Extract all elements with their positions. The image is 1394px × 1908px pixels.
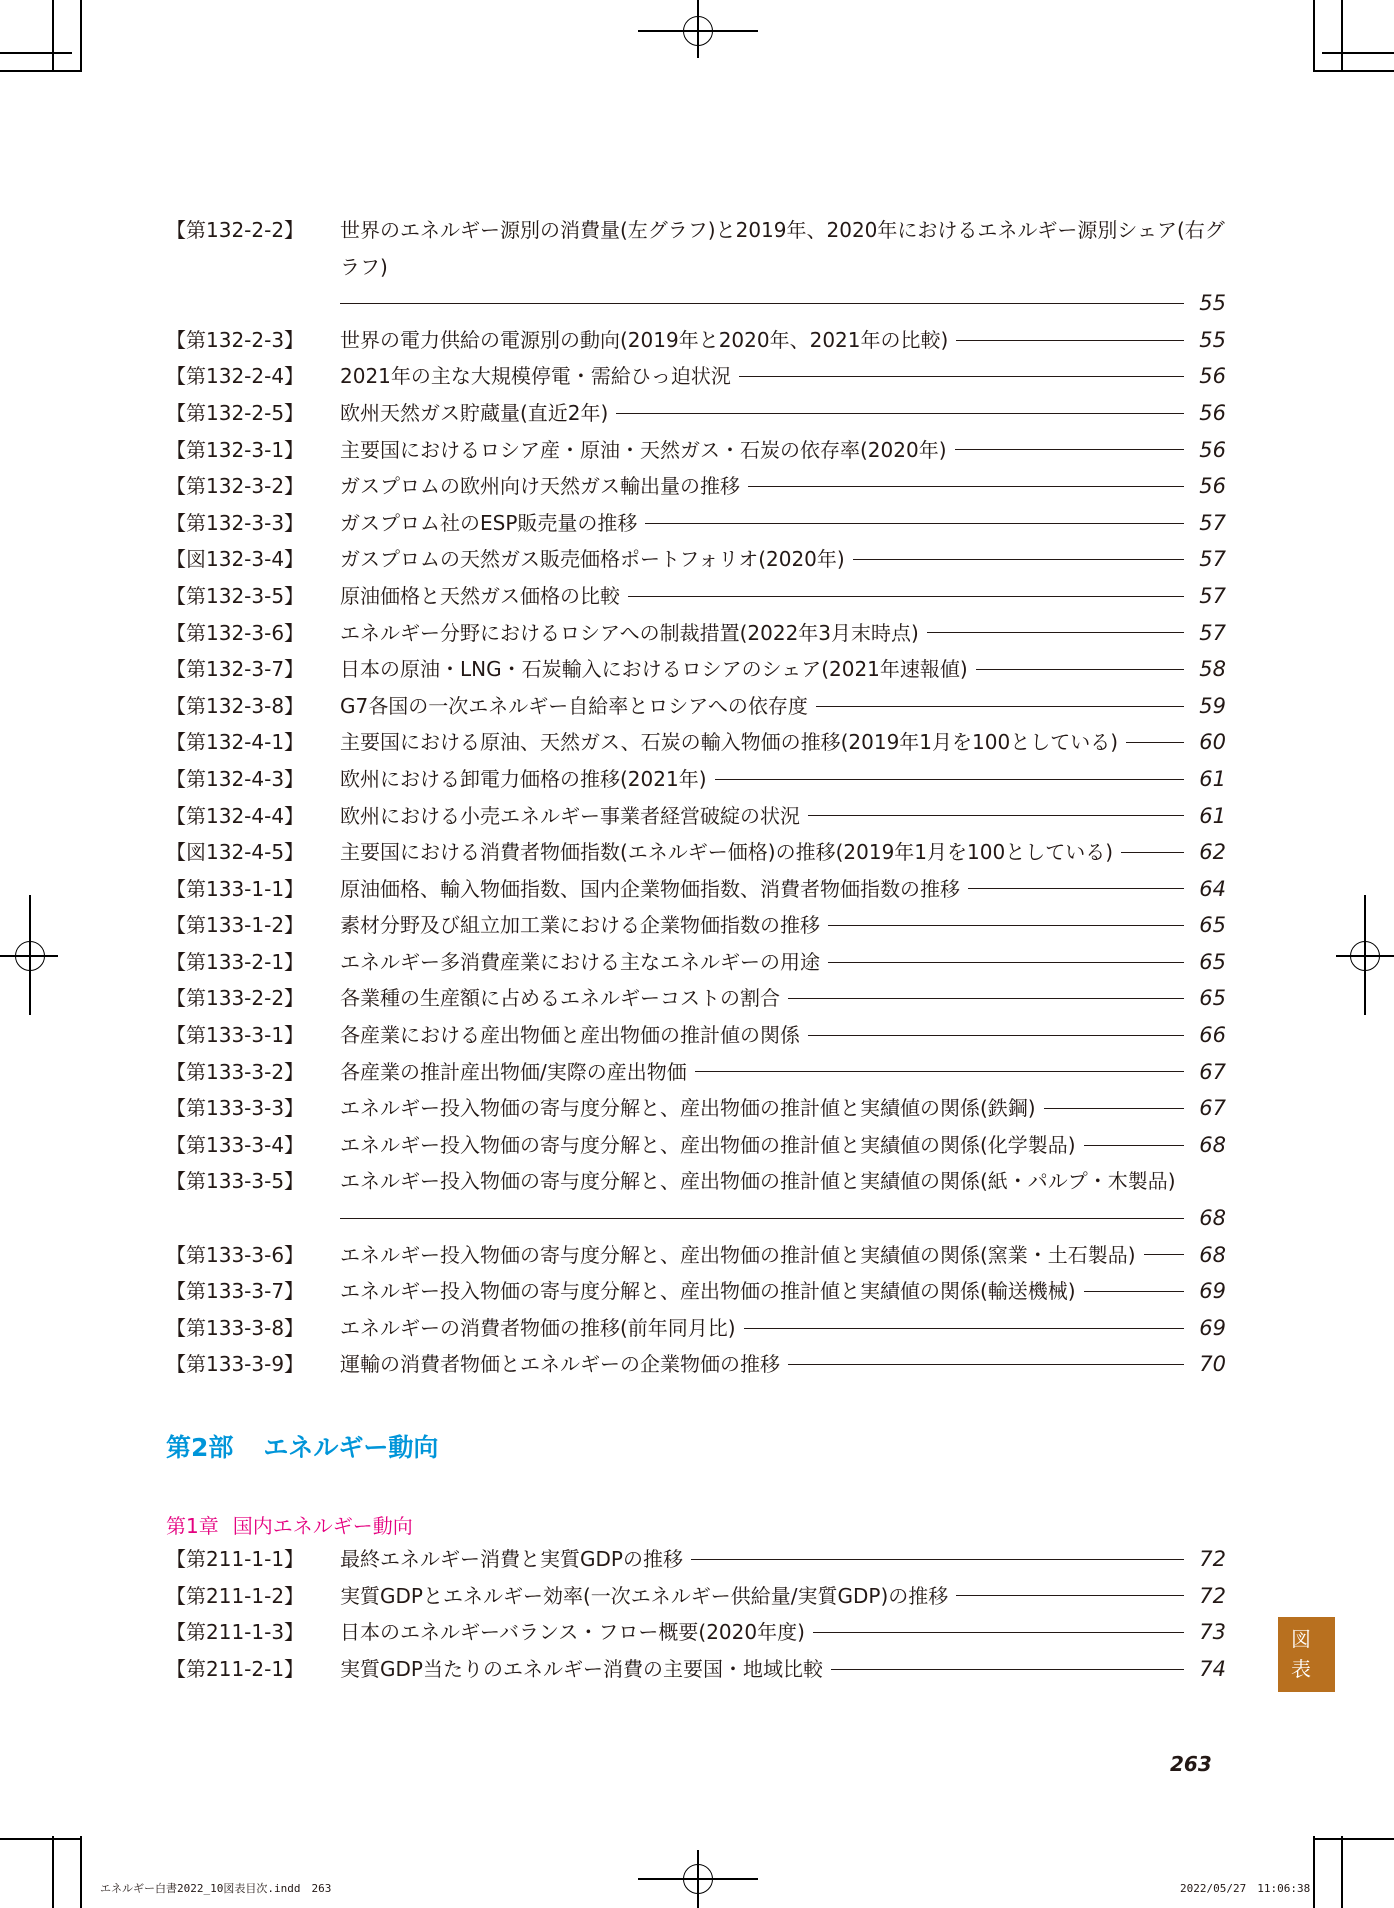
leader-line — [831, 1669, 1184, 1670]
entry-page: 62 — [1199, 840, 1226, 865]
entry-code: 【第132-4-1】 — [166, 730, 305, 755]
entry-page: 56 — [1199, 437, 1226, 462]
entry-title: エネルギー投入物価の寄与度分解と、産出物価の推計値と実績値の関係(窯業・土石製品) — [340, 1242, 1136, 1267]
entry-code: 【第133-3-4】 — [166, 1132, 305, 1157]
entry-page: 74 — [1199, 1656, 1226, 1681]
leader-line — [691, 1559, 1184, 1560]
entry-page: 61 — [1199, 803, 1226, 828]
entry-title: 日本のエネルギーバランス・フロー概要(2020年度) — [340, 1620, 805, 1645]
entry-page: 55 — [1199, 327, 1226, 352]
leader-line — [1126, 742, 1184, 743]
entry-code: 【第211-1-2】 — [166, 1583, 305, 1608]
entry-code: 【第211-2-1】 — [166, 1656, 305, 1681]
leader-line — [976, 669, 1184, 670]
section-tab-line1: 図 — [1291, 1627, 1311, 1651]
toc-entry — [166, 980, 1226, 1017]
entry-code: 【第132-3-2】 — [166, 474, 305, 499]
entry-title: エネルギー投入物価の寄与度分解と、産出物価の推計値と実績値の関係(輸送機械) — [340, 1279, 1076, 1304]
entry-page: 56 — [1199, 364, 1226, 389]
entry-page: 65 — [1199, 949, 1226, 974]
leader-line — [968, 888, 1184, 889]
entry-title: エネルギー多消費産業における主なエネルギーの用途 — [340, 949, 820, 974]
leader-line — [828, 962, 1184, 963]
entry-page: 69 — [1199, 1279, 1226, 1304]
leader-line — [955, 449, 1184, 450]
entry-title: 主要国における消費者物価指数(エネルギー価格)の推移(2019年1月を100としている) — [340, 840, 1114, 865]
entry-title: ガスプロム社のESP販売量の推移 — [340, 510, 638, 535]
entry-title: 欧州における小売エネルギー事業者経営破綻の状況 — [340, 803, 800, 828]
entry-title: 実質GDPとエネルギー効率(一次エネルギー供給量/実質GDP)の推移 — [340, 1583, 949, 1608]
entry-code: 【第133-3-9】 — [166, 1352, 305, 1377]
entry-code: 【第133-3-1】 — [166, 1023, 305, 1048]
entry-title: エネルギー投入物価の寄与度分解と、産出物価の推計値と実績値の関係(紙・パルプ・木製品) — [340, 1169, 1176, 1194]
leader-line — [744, 1328, 1184, 1329]
entry-title: 実質GDP当たりのエネルギー消費の主要国・地域比較 — [340, 1656, 823, 1681]
toc-entry — [166, 688, 1226, 725]
entry-title: 欧州天然ガス貯蔵量(直近2年) — [340, 400, 609, 425]
toc-entry — [166, 322, 1226, 359]
section-tab — [1278, 1617, 1335, 1692]
entry-title: 最終エネルギー消費と実質GDPの推移 — [340, 1547, 683, 1571]
leader-line — [645, 523, 1184, 524]
entry-code: 【第133-1-2】 — [166, 913, 305, 938]
leader-line — [927, 632, 1184, 633]
toc-entry — [166, 1054, 1226, 1091]
entry-code: 【第211-1-1】 — [166, 1547, 305, 1571]
toc-entry — [166, 871, 1226, 908]
entry-page: 57 — [1199, 583, 1226, 608]
entry-page: 60 — [1199, 730, 1226, 755]
entry-title: 世界のエネルギー源別の消費量(左グラフ)と2019年、2020年におけるエネルギー源別シェア(右グラフ) — [340, 218, 1225, 279]
entry-page: 64 — [1199, 876, 1226, 901]
page-number: 263 — [1170, 1752, 1212, 1776]
entry-title: 運輸の消費者物価とエネルギーの企業物価の推移 — [340, 1352, 780, 1377]
entry-code: 【第211-1-3】 — [166, 1620, 305, 1645]
entry-page: 65 — [1199, 913, 1226, 938]
leader-line — [788, 998, 1184, 999]
entry-code: 【第133-3-3】 — [166, 1096, 305, 1121]
toc-entry — [166, 1273, 1226, 1310]
entry-title: 各業種の生産額に占めるエネルギーコストの割合 — [340, 986, 780, 1011]
entry-title: G7各国の一次エネルギー自給率とロシアへの依存度 — [340, 693, 808, 718]
entry-code: 【第132-2-2】 — [166, 218, 305, 242]
entry-page: 69 — [1199, 1315, 1226, 1340]
entry-page: 70 — [1199, 1352, 1226, 1377]
entry-code: 【第133-2-2】 — [166, 986, 305, 1011]
entry-code: 【第133-3-5】 — [166, 1169, 305, 1194]
entry-code: 【第132-2-5】 — [166, 400, 305, 425]
entry-page: 61 — [1199, 766, 1226, 791]
section-tab-line2: 表 — [1291, 1657, 1311, 1681]
slug-file: エネルギー白書2022_10図表目次.indd 263 — [100, 1882, 332, 1895]
entry-title: エネルギー分野におけるロシアへの制裁措置(2022年3月末時点) — [340, 620, 919, 645]
entry-code: 【第133-3-6】 — [166, 1242, 305, 1267]
leader-line — [853, 559, 1184, 560]
entry-title: エネルギー投入物価の寄与度分解と、産出物価の推計値と実績値の関係(鉄鋼) — [340, 1096, 1036, 1121]
toc-entry — [166, 1017, 1226, 1054]
leader-line — [828, 925, 1184, 926]
entry-code: 【第132-3-3】 — [166, 510, 305, 535]
toc-entry — [166, 761, 1226, 798]
entry-title: エネルギーの消費者物価の推移(前年同月比) — [340, 1315, 736, 1340]
entry-code: 【第133-3-7】 — [166, 1279, 305, 1304]
entry-page: 67 — [1199, 1096, 1226, 1121]
entry-code: 【第132-2-4】 — [166, 364, 305, 389]
toc-entry — [166, 1127, 1226, 1164]
entry-code: 【第132-3-8】 — [166, 693, 305, 718]
leader-line — [628, 596, 1184, 597]
chapter-title: 国内エネルギー動向 — [232, 1514, 413, 1538]
toc-entry — [166, 1237, 1226, 1274]
entry-title: 素材分野及び組立加工業における企業物価指数の推移 — [340, 913, 820, 938]
toc-entry — [166, 1651, 1226, 1688]
figure-list-part2 — [166, 1541, 1226, 1687]
entry-title: 欧州における卸電力価格の推移(2021年) — [340, 766, 707, 791]
leader-line — [956, 1595, 1184, 1596]
toc-entry — [166, 395, 1226, 432]
leader-line — [816, 706, 1184, 707]
toc-entry — [166, 1578, 1226, 1615]
toc-entry — [166, 578, 1226, 615]
leader-line — [808, 815, 1184, 816]
toc-entry — [166, 907, 1226, 944]
leader-line — [340, 1218, 1184, 1219]
entry-title: 主要国におけるロシア産・原油・天然ガス・石炭の依存率(2020年) — [340, 437, 947, 462]
leader-line — [739, 376, 1184, 377]
entry-code: 【図132-4-5】 — [166, 840, 305, 865]
entry-page: 55 — [1199, 291, 1226, 316]
leader-line — [788, 1364, 1184, 1365]
entry-title: ガスプロムの天然ガス販売価格ポートフォリオ(2020年) — [340, 547, 845, 572]
leader-line — [1084, 1145, 1184, 1146]
part-heading — [166, 1430, 1226, 1466]
entry-title: 原油価格、輸入物価指数、国内企業物価指数、消費者物価指数の推移 — [340, 876, 960, 901]
toc-entry — [166, 1614, 1226, 1651]
entry-page: 73 — [1199, 1620, 1226, 1645]
toc-entry — [166, 505, 1226, 542]
entry-page: 57 — [1199, 547, 1226, 572]
entry-code: 【第133-3-8】 — [166, 1315, 305, 1340]
chapter-number: 第1章 — [166, 1514, 219, 1538]
entry-page: 65 — [1199, 986, 1226, 1011]
leader-line — [695, 1071, 1184, 1072]
entry-code: 【第132-2-3】 — [166, 327, 305, 352]
entry-title: エネルギー投入物価の寄与度分解と、産出物価の推計値と実績値の関係(化学製品) — [340, 1132, 1076, 1157]
entry-page: 72 — [1199, 1583, 1226, 1608]
leader-line — [340, 303, 1184, 304]
entry-title: 2021年の主な大規模停電・需給ひっ迫状況 — [340, 364, 731, 389]
toc-entry — [166, 615, 1226, 652]
entry-page: 57 — [1199, 620, 1226, 645]
entry-code: 【第133-1-1】 — [166, 876, 305, 901]
leader-line — [748, 486, 1184, 487]
slug-datetime: 2022/05/27 11:06:38 — [1180, 1882, 1311, 1895]
part-title: エネルギー動向 — [263, 1433, 439, 1462]
entry-title: 主要国における原油、天然ガス、石炭の輸入物価の推移(2019年1月を100としている) — [340, 730, 1119, 755]
toc-entry — [166, 651, 1226, 688]
entry-code: 【第132-4-3】 — [166, 766, 305, 791]
entry-page: 57 — [1199, 510, 1226, 535]
leader-line — [1121, 852, 1184, 853]
entry-code: 【第132-3-7】 — [166, 657, 305, 682]
leader-line — [1044, 1108, 1184, 1109]
leader-line — [1084, 1291, 1184, 1292]
part-number: 第2部 — [166, 1433, 234, 1462]
entry-page: 66 — [1199, 1023, 1226, 1048]
leader-line — [813, 1632, 1184, 1633]
entry-code: 【第132-3-1】 — [166, 437, 305, 462]
toc-entry — [166, 1310, 1226, 1347]
toc-entry — [166, 468, 1226, 505]
entry-page: 67 — [1199, 1059, 1226, 1084]
entry-code: 【第132-4-4】 — [166, 803, 305, 828]
entry-title: 原油価格と天然ガス価格の比較 — [340, 583, 620, 608]
figure-list-part1 — [166, 212, 1226, 1383]
entry-page: 68 — [1199, 1206, 1226, 1231]
toc-entry — [166, 432, 1226, 469]
leader-line — [808, 1035, 1184, 1036]
entry-title: 各産業における産出物価と産出物価の推計値の関係 — [340, 1023, 800, 1048]
entry-title: ガスプロムの欧州向け天然ガス輸出量の推移 — [340, 474, 740, 499]
toc-entry — [166, 724, 1226, 761]
toc-entry — [166, 212, 1226, 322]
toc-entry — [166, 1163, 1226, 1236]
entry-page: 58 — [1199, 657, 1226, 682]
toc-entry — [166, 1541, 1226, 1578]
toc-entry — [166, 358, 1226, 395]
entry-page: 68 — [1199, 1242, 1226, 1267]
entry-page: 68 — [1199, 1132, 1226, 1157]
table-of-contents — [166, 212, 1226, 1687]
leader-line — [715, 779, 1184, 780]
entry-title: 世界の電力供給の電源別の動向(2019年と2020年、2021年の比較) — [340, 327, 949, 352]
leader-line — [956, 340, 1184, 341]
entry-page: 56 — [1199, 474, 1226, 499]
entry-page: 56 — [1199, 400, 1226, 425]
leader-line — [1144, 1254, 1184, 1255]
entry-page: 59 — [1199, 693, 1226, 718]
entry-code: 【第133-2-1】 — [166, 949, 305, 974]
entry-title: 日本の原油・LNG・石炭輸入におけるロシアのシェア(2021年速報値) — [340, 657, 968, 682]
entry-title: 各産業の推計産出物価/実際の産出物価 — [340, 1059, 687, 1084]
toc-entry — [166, 798, 1226, 835]
entry-code: 【第132-3-5】 — [166, 583, 305, 608]
entry-code: 【第133-3-2】 — [166, 1059, 305, 1084]
entry-code: 【図132-3-4】 — [166, 547, 305, 572]
entry-code: 【第132-3-6】 — [166, 620, 305, 645]
leader-line — [616, 413, 1184, 414]
toc-entry — [166, 541, 1226, 578]
toc-entry — [166, 1346, 1226, 1383]
toc-entry — [166, 1090, 1226, 1127]
toc-entry — [166, 834, 1226, 871]
entry-page: 72 — [1199, 1547, 1226, 1571]
toc-entry — [166, 944, 1226, 981]
chapter-heading — [166, 1511, 1226, 1541]
